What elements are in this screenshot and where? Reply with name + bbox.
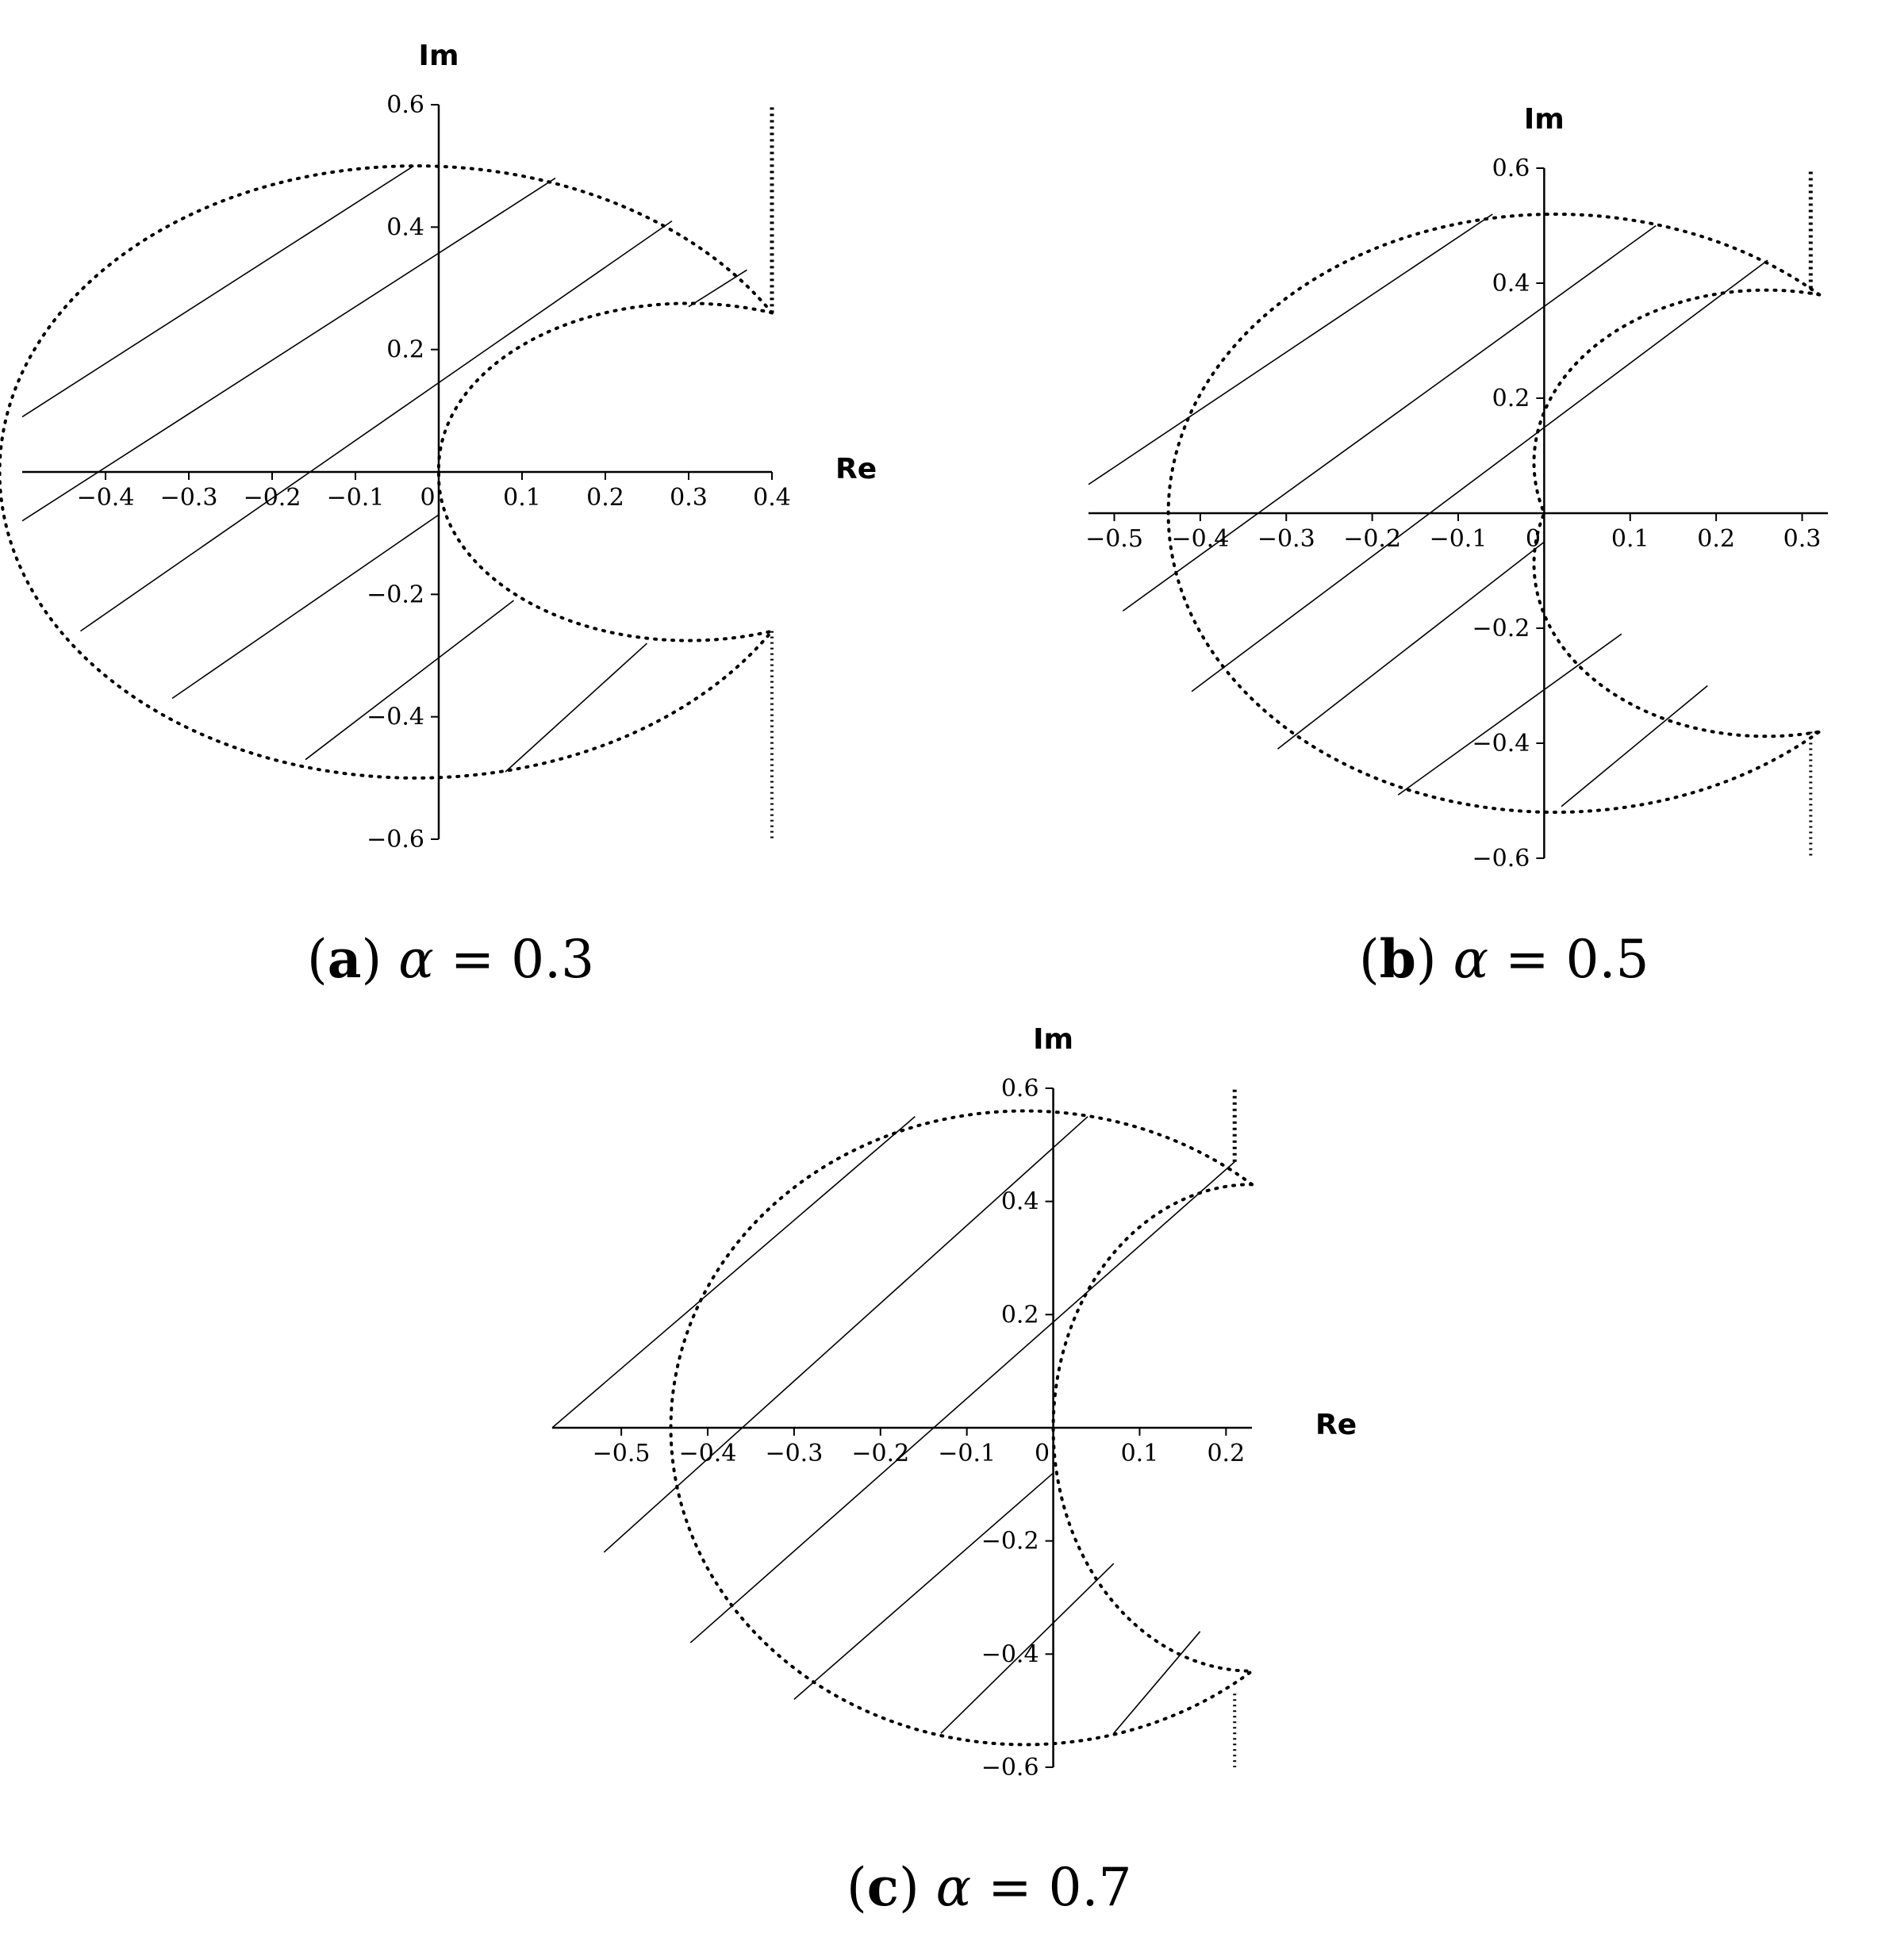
- x-tick-label-7: 0.2: [1207, 1440, 1246, 1467]
- caption-b-symbol: α: [1453, 929, 1489, 990]
- hatch-line-2: [690, 1162, 1234, 1643]
- y-tick-label-2: 0.2: [1000, 1301, 1039, 1329]
- hatch-line-0: [1088, 214, 1492, 485]
- caption-b-value: 0.5: [1565, 929, 1649, 990]
- y-tick-label-3: −0.2: [367, 581, 424, 609]
- y-axis-label: Im: [418, 40, 459, 72]
- x-tick-label-6: 0.2: [586, 484, 624, 512]
- y-tick-label-4: −0.4: [367, 703, 424, 731]
- caption-c-symbol: α: [935, 1857, 972, 1918]
- x-tick-label-2: −0.3: [765, 1440, 824, 1467]
- y-axis-label: Im: [1523, 103, 1565, 136]
- y-tick-label-3: −0.2: [1472, 615, 1530, 642]
- caption-b: (b) α = 0.5: [1359, 928, 1649, 990]
- x-tick-label-0: −0.4: [76, 484, 135, 512]
- caption-b-label: b: [1379, 928, 1416, 990]
- caption-c-value: 0.7: [1048, 1857, 1132, 1918]
- caption-a-value: 0.3: [511, 929, 595, 990]
- y-tick-label-0: 0.6: [386, 91, 424, 119]
- x-tick-label-7: 0.2: [1697, 525, 1735, 553]
- panel-c: [508, 999, 1380, 1793]
- hatch-line-5: [1114, 1632, 1200, 1733]
- y-tick-label-5: −0.6: [981, 1754, 1039, 1782]
- caption-a-equals: =: [450, 929, 495, 990]
- y-tick-label-4: −0.4: [1472, 730, 1530, 758]
- panel-a: [0, 0, 912, 928]
- caption-a-symbol: α: [398, 929, 434, 990]
- hatch-line-4: [1398, 634, 1622, 795]
- y-tick-label-0: 0.6: [1000, 1075, 1039, 1103]
- x-tick-label-5: 0: [1525, 525, 1541, 553]
- x-tick-label-0: −0.5: [592, 1440, 651, 1467]
- y-tick-label-4: −0.4: [981, 1640, 1039, 1669]
- x-tick-label-7: 0.3: [670, 484, 708, 512]
- x-tick-label-3: −0.1: [326, 484, 385, 512]
- panel-b: [1031, 63, 1889, 936]
- x-tick-label-4: 0: [420, 484, 436, 512]
- x-tick-label-3: −0.2: [1343, 525, 1402, 553]
- hatch-line-5: [505, 643, 647, 772]
- hatch-line-5: [1561, 686, 1707, 807]
- y-tick-label-5: −0.6: [367, 826, 424, 853]
- caption-a-label: a: [327, 928, 362, 990]
- y-tick-label-0: 0.6: [1492, 155, 1530, 182]
- plot-c: [508, 999, 1380, 1793]
- x-tick-label-1: −0.4: [1171, 525, 1230, 553]
- hatch-line-6: [689, 270, 747, 306]
- caption-a: (a) α = 0.3: [307, 928, 595, 990]
- y-tick-label-1: 0.4: [1492, 270, 1530, 297]
- x-tick-label-6: 0.1: [1611, 525, 1649, 553]
- x-tick-label-4: −0.1: [1429, 525, 1488, 553]
- hatch-line-1: [604, 1117, 1088, 1552]
- plot-b: [1031, 63, 1889, 936]
- hatch-line-0: [552, 1117, 915, 1428]
- x-tick-label-6: 0.1: [1120, 1440, 1159, 1467]
- y-axis-label: Im: [1033, 1023, 1074, 1056]
- x-tick-label-8: 0.3: [1783, 525, 1822, 553]
- caption-c-label: c: [866, 1856, 899, 1918]
- x-tick-label-1: −0.3: [159, 484, 218, 512]
- hatch-line-0: [22, 166, 414, 416]
- x-axis-label: Re: [1315, 1409, 1357, 1441]
- caption-c: (c) α = 0.7: [847, 1856, 1132, 1918]
- x-tick-label-3: −0.2: [851, 1440, 910, 1467]
- y-tick-label-3: −0.2: [981, 1527, 1039, 1555]
- y-tick-label-2: 0.2: [386, 336, 424, 364]
- x-tick-label-8: 0.4: [753, 484, 791, 512]
- x-tick-label-5: 0.1: [503, 484, 541, 512]
- hatch-line-1: [22, 178, 555, 521]
- caption-c-equals: =: [988, 1857, 1032, 1918]
- y-tick-label-1: 0.4: [386, 213, 424, 242]
- x-axis-label: Re: [835, 453, 877, 485]
- caption-b-equals: =: [1505, 929, 1549, 990]
- plot-a: [0, 0, 912, 928]
- x-tick-label-1: −0.4: [678, 1440, 737, 1467]
- y-tick-label-2: 0.2: [1492, 385, 1530, 412]
- x-tick-label-0: −0.5: [1085, 525, 1143, 553]
- y-tick-label-1: 0.4: [1000, 1187, 1039, 1216]
- x-tick-label-4: −0.1: [938, 1440, 996, 1467]
- x-tick-label-2: −0.3: [1257, 525, 1315, 553]
- x-tick-label-5: 0: [1035, 1440, 1050, 1467]
- hatch-line-4: [305, 600, 514, 760]
- y-tick-label-5: −0.6: [1472, 845, 1530, 873]
- x-tick-label-2: −0.2: [243, 484, 301, 512]
